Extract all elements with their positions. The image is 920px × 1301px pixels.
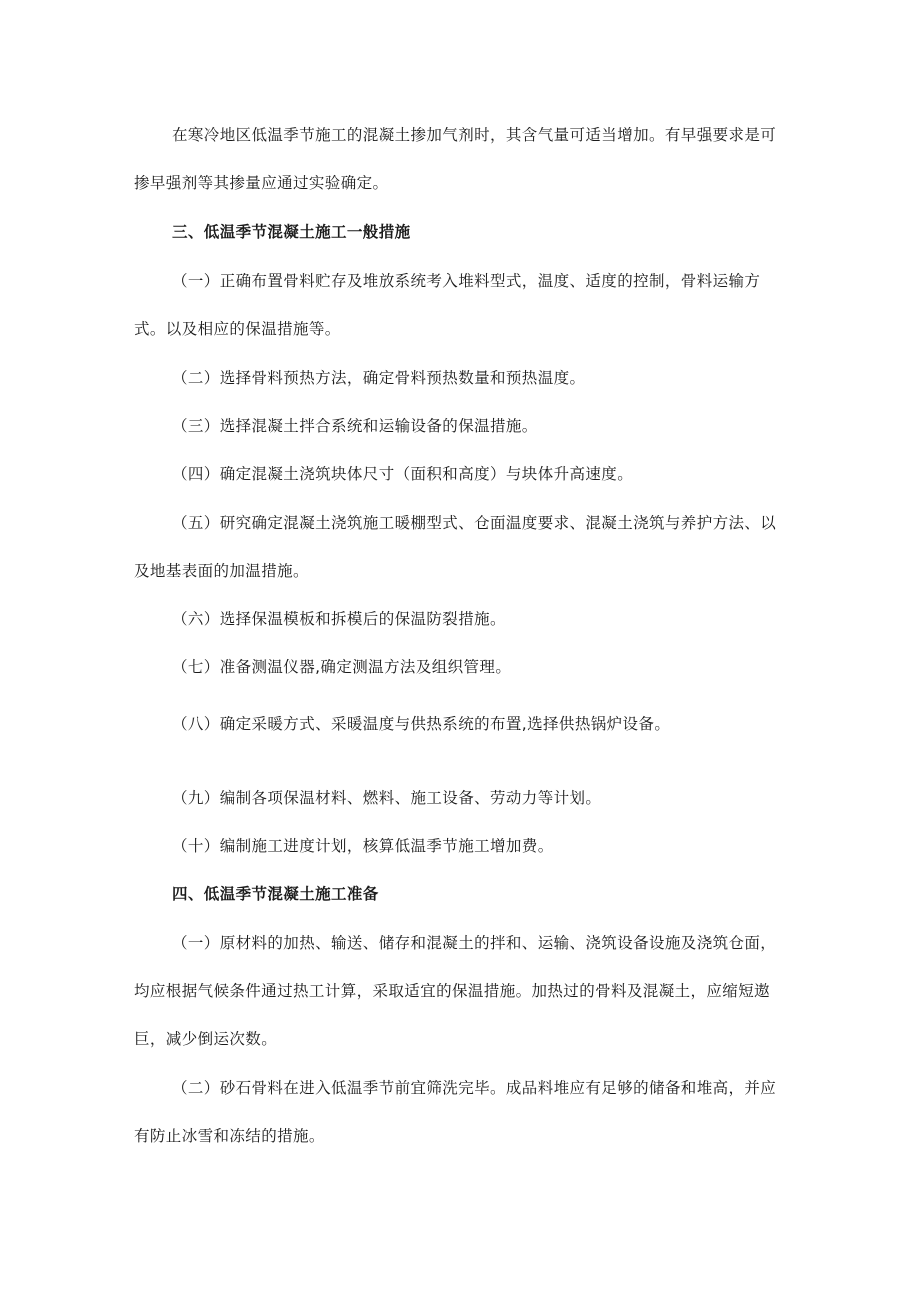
section-3-item-9: （九）编制各项保温材料、燃料、施工设备、劳动力等计划。 — [172, 789, 602, 807]
section-3-item-2: （二）选择骨料预热方法，确定骨料预热数量和预热温度。 — [172, 369, 586, 387]
section-3-item-3: （三）选择混凝土拌合系统和运输设备的保温措施。 — [172, 417, 538, 435]
section-4-item-2: （二）砂石骨料在进入低温季节前宜筛洗完毕。成品料堆应有足够的储备和堆高，并应有防止冰雪和冻结的措施。 — [134, 1079, 777, 1145]
section-3-item-4: （四）确定混凝土浇筑块体尺寸（面积和高度）与块体升高速度。 — [172, 465, 634, 483]
section-3-item-7: （七）准备测温仪器,确定测温方法及组织管理。 — [172, 658, 512, 676]
section-3-heading: 三、低温季节混凝土施工一般措施 — [172, 223, 411, 241]
section-4-item-1: （一）原材料的加热、输送、储存和混凝土的拌和、运输、浇筑设备设施及浇筑仓面，均应根据气候条件通过热工计算，采取适宜的保温措施。加热过的骨料及混凝土，应缩短遨巨，减少倒运次数。 — [134, 934, 777, 1048]
section-3-item-8: （八）确定采暖方式、采暖温度与供热系统的布置,选择供热锅炉设备。 — [172, 715, 671, 733]
section-3-item-5: （五）研究确定混凝土浇筑施工暖棚型式、仓面温度要求、混凝土浇筑与养护方法、以及地基表面的加温措施。 — [134, 514, 777, 580]
intro-paragraph: 在寒冷地区低温季节施工的混凝土掺加气剂时，其含气量可适当增加。有早强要求是可掺早强剂等其掺量应通过实验确定。 — [134, 126, 777, 192]
section-3-item-6: （六）选择保温模板和拆模后的保温防裂措施。 — [172, 610, 506, 628]
section-3-item-1: （一）正确布置骨料贮存及堆放系统考入堆料型式，温度、适度的控制，骨料运输方式。以及相应的保温措施等。 — [134, 272, 761, 338]
section-3-item-10: （十）编制施工进度计划，核算低温季节施工增加费。 — [172, 837, 554, 855]
section-4-heading: 四、低温季节混凝土施工准备 — [172, 885, 379, 903]
